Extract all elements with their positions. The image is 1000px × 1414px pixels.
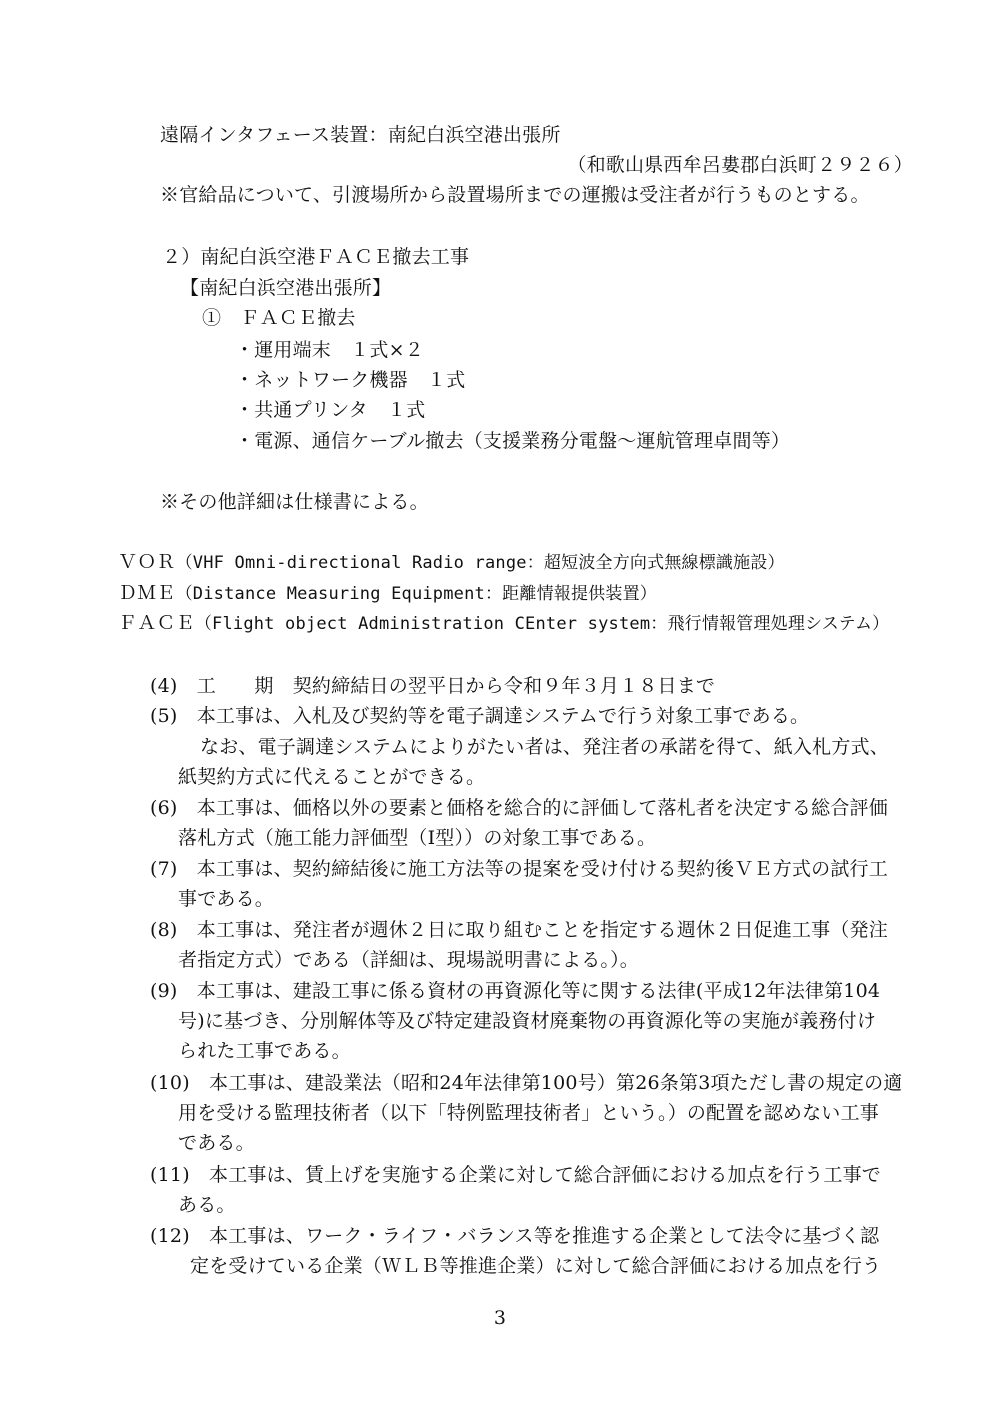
glossary-desc: （Distance Measuring Equipment：距離情報提供装置） — [175, 584, 657, 604]
clause-5-line: なお、電子調達システムによりがたい者は、発注者の承諾を得て、紙入札方式、 — [200, 736, 889, 758]
clause-12-line: (12) 本工事は、ワーク・ライフ・バランス等を推進する企業として法令に基づく認 — [150, 1225, 880, 1247]
glossary-row — [118, 550, 785, 575]
clause-7-line: 事である。 — [178, 888, 275, 910]
address-line: （和歌山県西牟呂婁郡白浜町２９２６） — [567, 154, 913, 176]
clause-6-line: 落札方式（施工能力評価型（Ⅰ型））の対象工事である。 — [178, 827, 657, 849]
clause-5-line: 紙契約方式に代えることができる。 — [178, 766, 486, 788]
bullet-item: ・ネットワーク機器 １式 — [235, 369, 466, 391]
page-number: 3 — [493, 1307, 507, 1329]
bullet-item: ・電源、通信ケーブル撤去（支援業務分電盤～運航管理卓間等） — [235, 430, 791, 452]
supply-note: ※官給品について、引渡場所から設置場所までの運搬は受注者が行うものとする。 — [160, 184, 870, 206]
clause-10-line: (10) 本工事は、建設業法（昭和24年法律第100号）第26条第3項ただし書の規定の適 — [150, 1072, 903, 1094]
glossary-desc: （VHF Omni-directional Radio range：超短波全方向式無線標識施設） — [175, 553, 785, 573]
clause-10-line: である。 — [178, 1132, 255, 1154]
office-label: 【南紀白浜空港出張所】 — [180, 277, 392, 299]
clause-9-line: (9) 本工事は、建設工事に係る資材の再資源化等に関する法律(平成12年法律第104 — [150, 980, 881, 1002]
clause-8-line: 者指定方式）である（詳細は、現場説明書による。）。 — [178, 949, 640, 971]
bullet-item: ・共通プリンタ １式 — [235, 399, 426, 421]
glossary-row — [118, 581, 657, 606]
section2-heading: ２）南紀白浜空港ＦＡＣＥ撤去工事 — [162, 246, 470, 268]
bullet-item: ・運用端末 １式×２ — [235, 339, 424, 361]
item1-face-removal: ① ＦＡＣＥ撤去 — [202, 307, 356, 329]
clause-9-line: られた工事である。 — [178, 1040, 351, 1062]
clause-12-line: 定を受けている企業（ＷＬＢ等推進企業）に対して総合評価における加点を行う — [190, 1255, 882, 1277]
clause-7-line: (7) 本工事は、契約締結後に施工方法等の提案を受け付ける契約後ＶＥ方式の試行工 — [150, 858, 888, 880]
clause-6-line: (6) 本工事は、価格以外の要素と価格を総合的に評価して落札者を決定する総合評価 — [150, 797, 888, 819]
clause-9-line: 号)に基づき、分別解体等及び特定建設資材廃棄物の再資源化等の実施が義務付け — [178, 1010, 877, 1032]
glossary-abbr: ＤＭＥ — [118, 582, 176, 604]
remote-device-line: 遠隔インタフェース装置：南紀白浜空港出張所 — [160, 124, 561, 146]
clause-11-line: (11) 本工事は、賃上げを実施する企業に対して総合評価における加点を行う工事で — [150, 1164, 882, 1186]
clause-4: (4) 工 期 契約締結日の翌平日から令和９年３月１８日まで — [150, 675, 716, 697]
glossary-abbr: ＶＯＲ — [118, 551, 176, 573]
clause-5-line: (5) 本工事は、入札及び契約等を電子調達システムで行う対象工事である。 — [150, 705, 810, 727]
clause-10-line: 用を受ける監理技術者（以下「特例監理技術者」という。）の配置を認めない工事 — [178, 1102, 879, 1124]
glossary-abbr: ＦＡＣＥ — [118, 612, 195, 634]
clause-8-line: (8) 本工事は、発注者が週休２日に取り組むことを指定する週休２日促進工事（発注 — [150, 919, 888, 941]
other-details-note: ※その他詳細は仕様書による。 — [160, 491, 429, 513]
clause-11-line: ある。 — [178, 1194, 236, 1216]
glossary-row — [118, 611, 889, 636]
glossary-desc: （Flight object Administration CEnter system：飛行情報管理処理システム） — [194, 614, 890, 634]
